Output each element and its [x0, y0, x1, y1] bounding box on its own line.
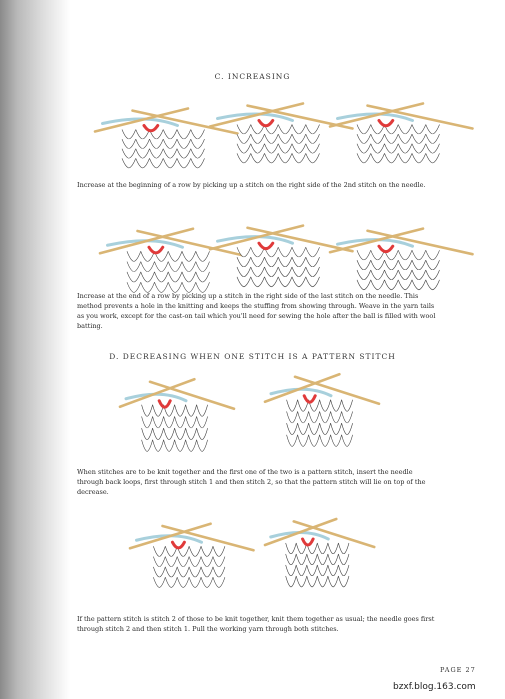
section-c-heading: C. INCREASING: [214, 72, 291, 81]
section-d-caption-1: When stitches are to be knit together and the first one of the two is a pattern stitch, insert the needle through back loops, first through stitch 1 and then stitch 2, so that the pattern stitch will lie on top of the decrease.: [77, 468, 426, 496]
section-c-caption-2: Increase at the end of a row by picking up a stitch in the right side of the last stitch on the needle. This method prevents a hole in the knitting and keeps the stuffing from showing through. Weave in the yarn tails as you work, except for the cast-on tail which you'll need for sewing the hole after the ball is filled with wool batting.: [77, 292, 436, 330]
section-c-caption-1: Increase at the beginning of a row by picking up a stitch on the right side of the 2nd stitch on the needle.: [77, 181, 426, 189]
watermark: bzxf.blog.163.com: [393, 682, 476, 692]
section-d-caption-2: If the pattern stitch is stitch 2 of those to be knit together, knit them together as usual; the needle goes first through stitch 2 and then stitch 1. Pull the working yarn through both stitches.: [77, 615, 435, 633]
section-d-heading: D. DECREASING WHEN ONE STITCH IS A PATTERN STITCH: [109, 352, 396, 361]
page-number: PAGE 27: [440, 666, 476, 674]
